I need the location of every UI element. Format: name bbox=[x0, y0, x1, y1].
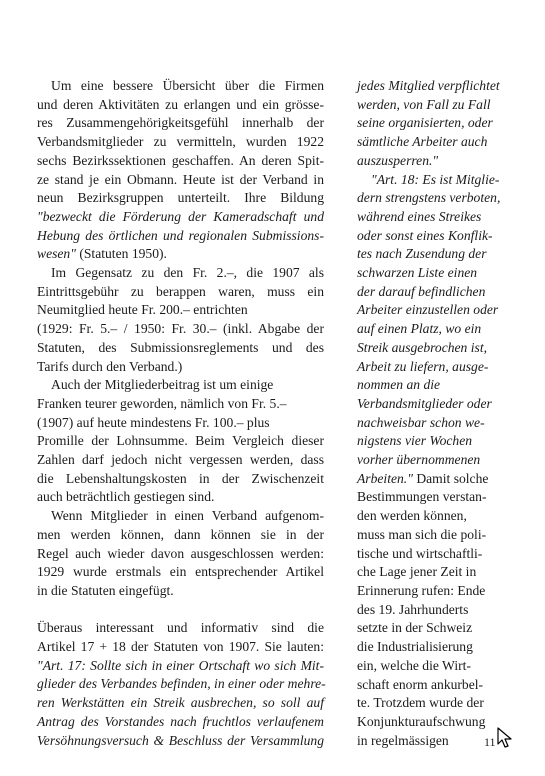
right-column-line: tes nach Zusendung der bbox=[357, 246, 487, 262]
right-column-line: Konjunkturaufschwung bbox=[357, 713, 486, 729]
page-number: 11 bbox=[484, 735, 496, 749]
left-column-line: Promille der Lohnsumme. Beim Vergleich dieser bbox=[37, 433, 324, 449]
left-column-line: "Art. 17: Sollte sich in einer Ortschaft wo sich Mit- bbox=[37, 657, 324, 673]
left-column-line: Neumitglied heute Fr. 200.– entrichten bbox=[37, 302, 248, 318]
left-column-line: (1929: Fr. 5.– / 1950: Fr. 30.– (inkl. Abgabe der bbox=[37, 321, 324, 337]
right-column-line: oder sonst eines Konflik- bbox=[357, 227, 493, 243]
left-column-line: Zahlen darf jedoch nicht vergessen werden, dass bbox=[37, 452, 324, 468]
left-column-line: Überaus interessant und informativ sind die bbox=[37, 620, 324, 636]
right-column-line: schaft enorm ankurbel- bbox=[357, 676, 484, 692]
left-column-line: Tarifs durch den Verband.) bbox=[37, 358, 183, 374]
right-column-line: dern strengstens verboten, bbox=[357, 190, 501, 206]
right-column-line: che Lage jener Zeit in bbox=[357, 564, 477, 580]
left-column-line: "bezweckt die Förderung der Kameradschaft und bbox=[37, 208, 324, 224]
left-column-line: Wenn Mitglieder in einen Verband aufgenom- bbox=[51, 508, 324, 524]
left-column-line: Antrag des Vorstandes nach fruchtlos verlaufenem bbox=[37, 713, 324, 729]
left-column-line: wesen" (Statuten 1950). bbox=[37, 246, 167, 262]
right-column-line: Arbeiter einzustellen oder bbox=[357, 302, 499, 318]
left-column-line: Um eine bessere Übersicht über die Firmen bbox=[51, 78, 324, 93]
right-column-line: nachweisbar schon we- bbox=[357, 414, 485, 430]
right-column-line: werden, von Fall zu Fall bbox=[357, 96, 491, 112]
right-column-line: Bestimmungen verstan- bbox=[357, 489, 487, 505]
left-column-line: Im Gegensatz zu den Fr. 2.–, die 1907 als bbox=[51, 265, 324, 281]
left-column-line: Eintrittsgebühr zu berappen waren, muss ein bbox=[37, 283, 324, 299]
right-column-line: die Industrialisierung bbox=[357, 639, 473, 655]
right-column-line: te. Trotzdem wurde der bbox=[357, 695, 484, 711]
right-text-column bbox=[357, 77, 507, 750]
right-column-line: setzte in der Schweiz bbox=[357, 620, 473, 636]
left-column-line: Auch der Mitgliederbeitrag ist um einige bbox=[51, 377, 274, 393]
right-column-line: Arbeiten." Damit solche bbox=[357, 470, 489, 486]
mouse-pointer-icon bbox=[497, 727, 513, 749]
left-column-line: neun Bezirksgruppen unterteilt. Ihre Bildung bbox=[37, 190, 324, 206]
left-column-line: Regel auch wieder davon ausgeschlossen werden: bbox=[37, 545, 324, 561]
left-column-line: Versöhnungsversuch & Beschluss der Versammlung bbox=[37, 732, 324, 748]
left-column-line bbox=[37, 601, 324, 620]
right-column-line: jedes Mitglied verpflichtet bbox=[357, 78, 500, 93]
right-column-line: nigstens vier Wochen bbox=[357, 433, 473, 449]
right-column-line: nommen an die bbox=[357, 377, 441, 393]
right-column-line: auszusperren." bbox=[357, 152, 439, 168]
left-text-column bbox=[37, 77, 324, 750]
right-column-line: vorher übernommenen bbox=[357, 452, 481, 468]
right-column-line: des 19. Jahrhunderts bbox=[357, 601, 469, 617]
right-column-line: Arbeit zu liefern, ausge- bbox=[357, 358, 489, 374]
right-column-line: der darauf befindlichen bbox=[357, 283, 486, 299]
right-column-line: Streik ausgebrochen ist, bbox=[357, 339, 487, 355]
left-column-line: in die Statuten eingefügt. bbox=[37, 582, 174, 598]
left-column-line: (1907) auf heute mindestens Fr. 100.– plus bbox=[37, 414, 270, 430]
right-column-line: den werden können, bbox=[357, 508, 467, 524]
right-column-line: ein, welche die Wirt- bbox=[357, 657, 471, 673]
left-column-line: und deren Aktivitäten zu erlangen und ein grösse- bbox=[37, 96, 324, 112]
left-column-line: res Zusammengehörigkeitsgefühl innerhalb der bbox=[37, 115, 324, 131]
left-column-line: men werden können, dann können sie in der bbox=[37, 526, 324, 542]
left-column-line: auch beträchtlich gestiegen sind. bbox=[37, 489, 215, 505]
left-column-line: Artikel 17 + 18 der Statuten von 1907. Sie lauten: bbox=[37, 639, 324, 655]
left-column-line: Statuten, des Submissionsreglements und des bbox=[37, 339, 324, 355]
right-column-line: "Art. 18: Es ist Mitglie- bbox=[371, 171, 500, 187]
right-column-line: auf einen Platz, wo ein bbox=[357, 321, 482, 337]
left-column-line: die Lebenshaltungskosten in der Zwischenzeit bbox=[37, 470, 324, 486]
right-column-line: tische und wirtschaftli- bbox=[357, 545, 483, 561]
left-column-line: glieder des Verbandes befinden, in einer oder mehre- bbox=[37, 676, 326, 692]
right-column-line: in regelmässigen bbox=[357, 732, 449, 748]
left-column-line: sechs Bezirkssektionen geschaffen. An deren Spit- bbox=[37, 152, 324, 168]
left-column-line: Hebung des örtlichen und regionalen Submissions- bbox=[37, 227, 324, 243]
right-column-line: seine organisierten, oder bbox=[357, 115, 493, 131]
right-column-line: schwarzen Liste einen bbox=[357, 265, 478, 281]
right-column-line: sämtliche Arbeiter auch bbox=[357, 134, 488, 150]
left-column-line: Franken teurer geworden, nämlich von Fr. 5.– bbox=[37, 395, 287, 411]
left-column-line: ren Werkstätten ein Streik ausbrechen, so soll auf bbox=[37, 695, 324, 711]
left-column-line: 1929 wurde erstmals ein entsprechender Artikel bbox=[37, 564, 324, 580]
right-column-line: während eines Streikes bbox=[357, 208, 482, 224]
right-column-line: Verbandsmitglieder oder bbox=[357, 395, 492, 411]
left-column-line: Verbandsmitglieder zu vermitteln, wurden 1922 bbox=[37, 134, 324, 150]
right-column-line: muss man sich die poli- bbox=[357, 526, 487, 542]
right-column-line: Erinnerung rufen: Ende bbox=[357, 582, 486, 598]
left-column-line: ze stand je ein Obmann. Heute ist der Verband in bbox=[37, 171, 324, 187]
